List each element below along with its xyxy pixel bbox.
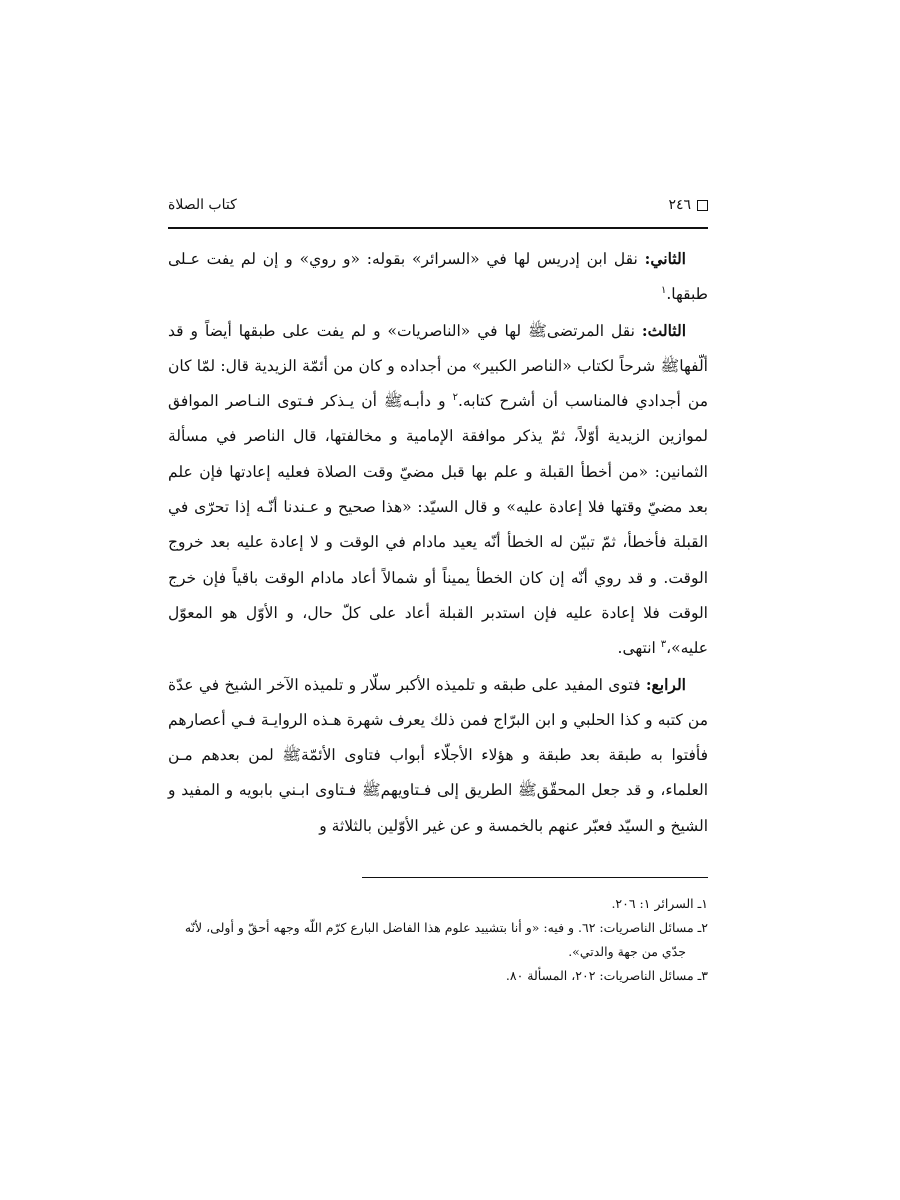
footnote-marker[interactable]: ١ <box>660 285 667 297</box>
footnote-2: ٢ـ مسائل الناصريات: ٦٢. و فيه: «و أنا بتشييد علوم هذا الفاضل البارع كرّم اللّه وجهه أحقّ و أولى، لأنّه <box>184 920 708 935</box>
footnote-1: ١ـ السرائر ١: ٢٠٦. <box>611 896 708 911</box>
paragraph-text: نقل ابن إدريس لها في «السرائر» بقوله: «و روي» و إن لم يفت عـلى طبقها. <box>168 250 708 304</box>
paragraph-second <box>168 241 708 313</box>
paragraph-lead: الثالث: <box>641 320 686 340</box>
footnote-2-continued: جدّي من جهة والدتي». <box>568 944 686 959</box>
page-number: ٢٤٦ <box>668 197 691 213</box>
page-number-group <box>668 197 708 213</box>
footnote-3: ٣ـ مسائل الناصريات: ٢٠٢، المسألة ٨٠. <box>505 968 708 983</box>
book-title: كتاب الصلاة <box>168 197 237 213</box>
footnote-rule <box>362 877 708 878</box>
paragraph-lead: الرابع: <box>645 674 686 694</box>
running-header <box>168 197 708 223</box>
footnotes <box>168 892 708 988</box>
paragraph-third <box>168 313 708 667</box>
paragraph-text: نقل المرتضىﷺ لها في «الناصريات» و لم يفت على طبقها أيضاً و قد ألّفهاﷺ شرحاً لكتاب «الناصر الكبير» من أجداده و كان من أئمّة الزيدية قال: لمّا كان من أجدادي فالمناسب أن أشرح كتابه. <box>168 321 708 411</box>
paragraph-lead: الثاني: <box>644 249 686 268</box>
header-rule <box>168 227 708 229</box>
paragraph-fourth <box>168 667 708 844</box>
square-bullet-icon <box>697 200 708 211</box>
main-text <box>168 241 708 844</box>
footnote-marker[interactable]: ٢ <box>452 392 458 404</box>
paragraph-text: و دأبـهﷺ أن يـذكر فـتوى النـاصر الموافق لموازين الزيدية أوّلاً، ثمّ يذكر موافقة الإمامية و مخالفتها، قال الناصر في مسألة الثمانين: «من أخطأ القبلة و علم بها قبل مضيّ وقت الصلاة فعليه إعادتها فإن علم بعد مضيّ وقتها فلا إعادة عليه» و قال السيّد: «هذا صحيح و عـندنا أنّـه إذا تحرّى في القبلة فأخطأ، ثمّ تبيّن له الخطأ أنّه يعيد مادام في الوقت و لا إعادة عليه بعد خروج الوقت. و قد روي أنّه إن كان الخطأ يميناً أو شمالاً أعاد مادام الوقت باقياً فإن خرج الوقت فلا إعادة عليه فإن استدبر القبلة أعاد على كلّ حال، و الأوّل هو المعوّل عليه»، <box>168 392 708 658</box>
paragraph-text: انتهى. <box>617 639 661 658</box>
footnote-marker[interactable]: ٣ <box>660 639 667 651</box>
paragraph-text: فتوى المفيد على طبقه و تلميذه الأكبر سلّار و تلميذه الآخر الشيخ في عدّة من كتبه و كذا الحلبي و ابن البرّاج فمن ذلك يعرف شهرة هـذه الروايـة فـي أعصارهم فأفتوا به طبقة بعد طبقة و هؤلاء الأجلّاء أبواب فتاوى الأئمّةﷺ لمن بعدهم مـن العلماء، و قد جعل المحقّقﷺ الطريق إلى فـتاويهمﷺ فـتاوى ابـني بابويه و المفيد و الشيخ و السيّد فعبّر عنهم بالخمسة و عن غير الأوّلين بالثلاثة و <box>168 675 708 835</box>
